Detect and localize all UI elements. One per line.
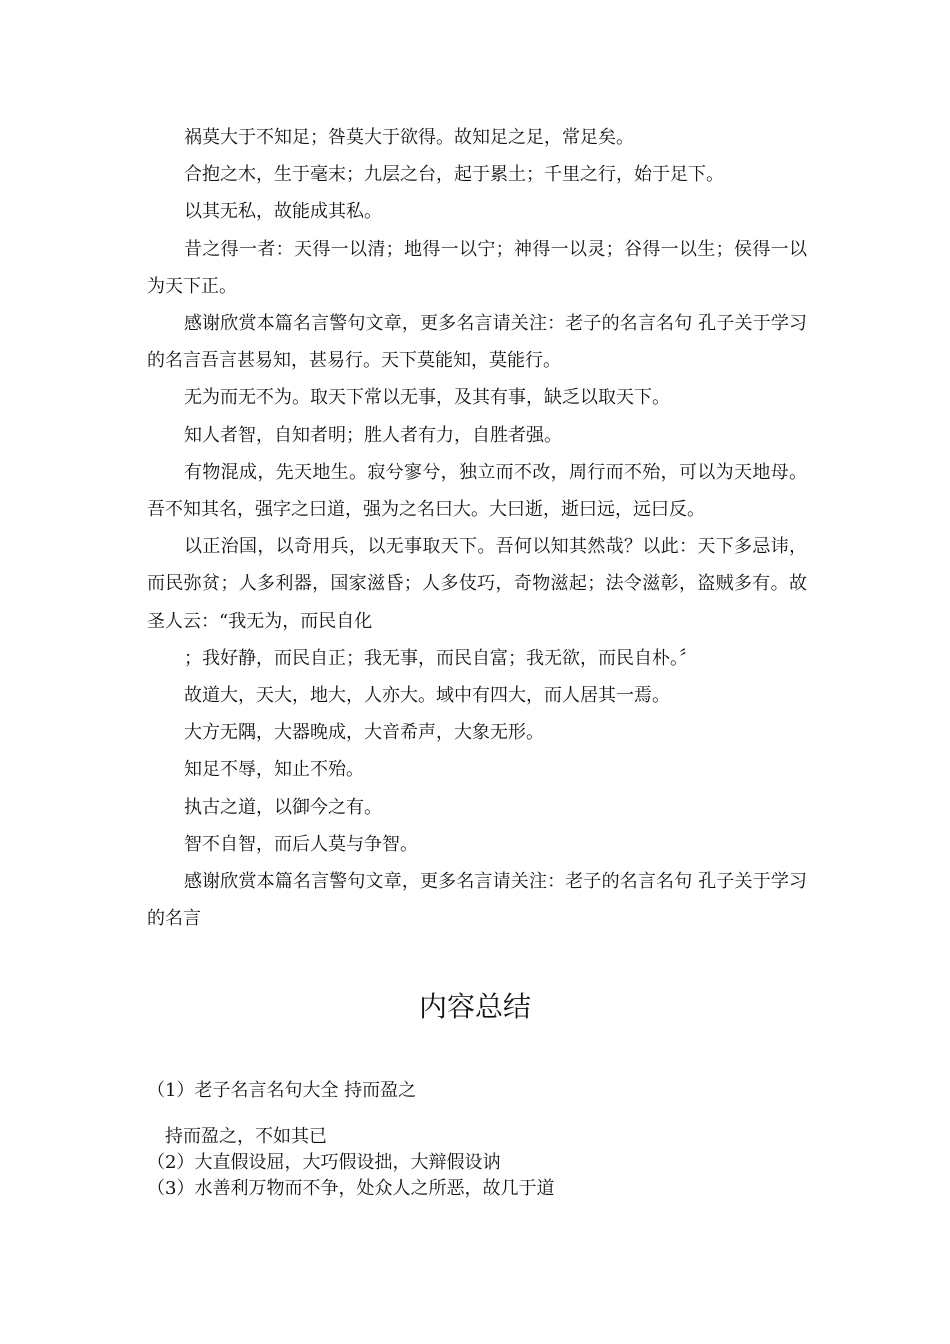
summary-item: （1）老子名言名句大全 持而盈之 (147, 1080, 417, 1101)
paragraph: ；我好静，而民自正；我无事，而民自富；我无欲，而民自朴。〞 (184, 647, 697, 669)
summary-list (147, 1078, 847, 1202)
paragraph: 无为而无不为。取天下常以无事，及其有事，缺乏以取天下。 (184, 387, 670, 409)
paragraph: 知足不辱，知止不殆。 (184, 759, 364, 781)
paragraph: 知人者智，自知者明；胜人者有力，自胜者强。 (184, 424, 562, 446)
paragraph: 以正治国，以奇用兵，以无事取天下。吾何以知其然哉？以此：天下多忌讳，而民弥贫；人多利器，国家滋昏；人多伎巧，奇物滋起；法令滋彰，盗贼多有。故圣人云：“我无为，而民自化 (147, 536, 807, 632)
paragraph: 大方无隅，大器晚成，大音希声，大象无形。 (184, 722, 544, 744)
summary-subitem: 持而盈之，不如其已 (165, 1126, 327, 1147)
paragraph: 祸莫大于不知足；咎莫大于欲得。故知足之足，常足矣。 (184, 127, 634, 148)
paragraph: 感谢欣赏本篇名言警句文章，更多名言请关注：老子的名言名句 孔子关于学习的名言 (147, 871, 807, 930)
summary-item: （2）大直假设屈，大巧假设拙，大辩假设讷 (147, 1152, 501, 1173)
paragraph: 合抱之木，生于毫末；九层之台，起于累土；千里之行，始于足下。 (184, 164, 724, 186)
paragraph: 有物混成，先天地生。寂兮寥兮，独立而不改，周行而不殆，可以为天地母。吾不知其名，强字之曰道，强为之名曰大。大曰逝，逝曰远，远曰反。 (147, 461, 807, 521)
summary-title: 内容总结 (418, 990, 531, 1023)
summary-item: （3）水善利万物而不争，处众人之所恶，故几于道 (147, 1178, 555, 1199)
paragraph: 智不自智，而后人莫与争智。 (184, 833, 418, 855)
paragraph: 以其无私，故能成其私。 (184, 201, 382, 223)
paragraph: 昔之得一者：天得一以清；地得一以宁；神得一以灵；谷得一以生；侯得一以为天下正。 (147, 238, 807, 297)
quote-body (147, 119, 807, 937)
paragraph: 感谢欣赏本篇名言警句文章，更多名言请关注：老子的名言名句 孔子关于学习的名言吾言甚易知，甚易行。天下莫能知，莫能行。 (147, 313, 807, 372)
paragraph: 故道大，天大，地大，人亦大。域中有四大，而人居其一焉。 (184, 685, 670, 707)
paragraph: 执古之道，以御今之有。 (184, 796, 382, 818)
